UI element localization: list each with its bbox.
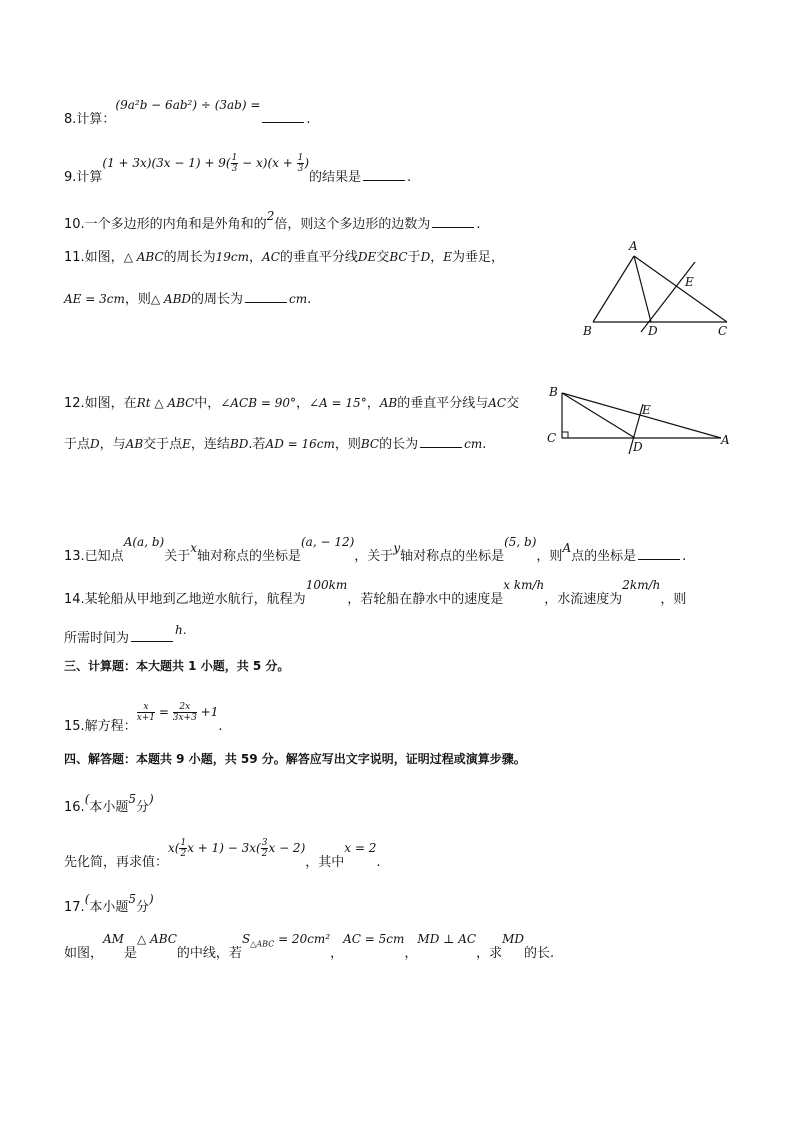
segment-bd (562, 393, 635, 438)
answer-blank (262, 121, 304, 123)
q16-expression: x( $\frac{1}{2}$ x + 1) − 3x( $\frac{3}{2}$ x − 2) (168, 838, 306, 859)
triangle-figure-1 (575, 236, 745, 342)
label-c: C (547, 431, 557, 445)
side-ab (593, 256, 634, 322)
section-heading-4: 四、解答题：本题共 9 小题，共 59 分。解答应写出文字说明，证明过程或演算步骤。 (64, 752, 526, 766)
question-17-body: 如图，AM是△ ABC的中线，若$S_{\triangle ABC} = 20cm^2$，AC = 5cm，MD ⊥ AC，求MD的长. (64, 932, 555, 961)
question-14-line2: 所需时间为h. (64, 623, 187, 646)
triangle-figure-2 (543, 380, 738, 460)
question-11-line2: AE = 3cm，则△ ABD的周长为 cm. (64, 292, 312, 307)
label-b: B (583, 324, 592, 338)
section-heading-3: 三、计算题：本大题共 1 小题，共 5 分。 (64, 659, 290, 673)
q15-equation: $\frac{x}{x+1}$ = $\frac{2x}{3x+3}$ +1 (136, 702, 219, 723)
label-b: B (549, 385, 558, 399)
label-e: E (642, 403, 651, 417)
question-8: 8.计算：(9a²b − 6ab²) ÷ (3ab) =. (64, 98, 311, 127)
question-10: 10.一个多边形的内角和是外角和的2倍，则这个多边形的边数为 . (64, 209, 481, 232)
label-e: E (685, 275, 694, 289)
answer-blank (363, 179, 405, 181)
label-a: A (629, 239, 638, 253)
question-16-header: 16.(本小题5分) (64, 792, 154, 815)
right-angle-mark (562, 432, 568, 438)
question-14-line1: 14.某轮船从甲地到乙地逆水航行，航程为100km，若轮船在静水中的速度是x km/h，水流速度为2km/h，则 (64, 578, 687, 607)
area-expression: $S_{\triangle ABC} = 20cm^2$ (241, 932, 331, 949)
label-a: A (721, 433, 730, 447)
question-16-body: 先化简，再求值：x( $\frac{1}{2}$ x + 1) − 3x( $\frac{3}{2}$ x − 2)，其中x = 2. (64, 838, 381, 870)
label-c: C (718, 324, 728, 338)
question-13: 13.已知点A(a, b)关于x轴对称点的坐标是(a, − 12)，关于y轴对称点的坐标是(5, b)，则A点的坐标是 . (64, 535, 687, 564)
question-15: 15.解方程： $\frac{x}{x+1}$ = $\frac{2x}{3x+3}$ +1. (64, 702, 223, 734)
label-d: D (648, 324, 658, 338)
answer-blank (638, 558, 680, 560)
question-17-header: 17.(本小题5分) (64, 892, 154, 915)
answer-blank (420, 446, 462, 448)
label-d: D (633, 440, 643, 454)
answer-blank (432, 226, 474, 228)
question-9: 9.计算(1 + 3x)(3x − 1) + 9( $\frac{1}{3}$ − x)(x + $\frac{1}{3}$ )的结果是 . (64, 153, 412, 185)
question-11-line1: 11.如图，△ ABC的周长为19cm，AC的垂直平分线DE交BC于D，E为垂足， (64, 250, 504, 265)
answer-blank (131, 640, 173, 642)
question-12-line1: 12.如图，在Rt △ ABC中，∠ACB = 90°，∠A = 15°，AB的垂直平分线与AC交 (64, 396, 520, 411)
answer-blank (245, 301, 287, 303)
q8-expression: (9a²b − 6ab²) ÷ (3ab) = (115, 98, 261, 112)
q9-expression: (1 + 3x)(3x − 1) + 9( $\frac{1}{3}$ − x)(x + $\frac{1}{3}$ ) (102, 153, 309, 174)
question-12-line2: 于点D，与AB交于点E，连结BD.若AD = 16cm，则BC的长为 cm. (64, 437, 487, 452)
